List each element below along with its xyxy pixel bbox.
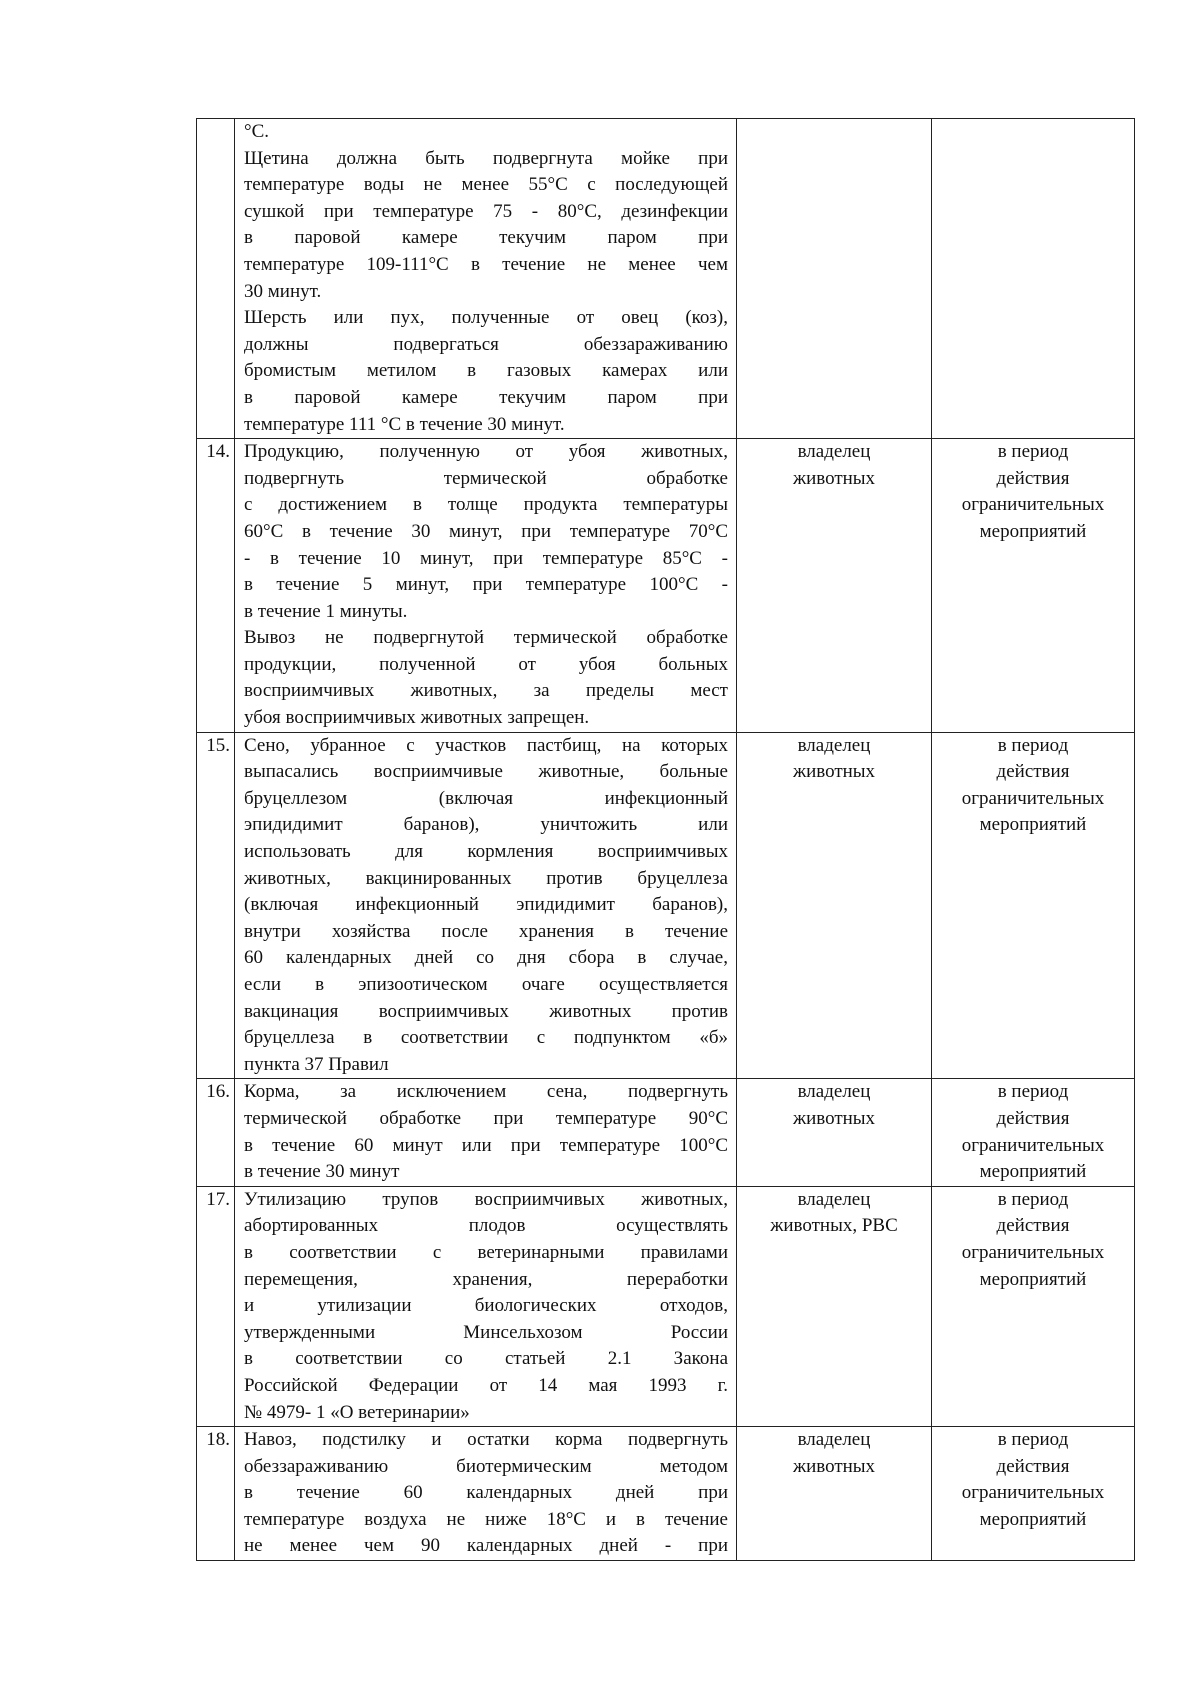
responsible-line: животных: [792, 761, 876, 783]
responsible-line: владелец: [797, 1188, 871, 1210]
term-line: в период: [997, 441, 1069, 463]
text-line: с достижением в толще продукта температуры: [244, 494, 728, 516]
text-line: подвергнуть термической обработке: [244, 467, 728, 489]
text-line: температуре воздуха не ниже 18°C и в течение: [244, 1508, 728, 1530]
measure-paragraph: [244, 146, 728, 306]
text-line: № 4979- 1 «О ветеринарии»: [244, 1401, 470, 1423]
measure-paragraph: [244, 1187, 728, 1426]
text-line: продукции, полученной от убоя больных: [244, 653, 728, 675]
measure-text-cell: [235, 732, 737, 1079]
responsible-cell: [737, 732, 932, 1079]
measure-text-cell: [235, 119, 737, 439]
term-line: мероприятий: [979, 520, 1087, 542]
responsible-cell: [737, 439, 932, 733]
responsible-line: владелец: [797, 734, 871, 756]
measure-paragraph: [244, 1079, 728, 1185]
text-line: убоя восприимчивых животных запрещен.: [244, 707, 590, 729]
term-line: ограничительных: [961, 1241, 1105, 1263]
term-line: в период: [997, 1081, 1069, 1103]
term-line: действия: [996, 761, 1070, 783]
text-line: абортированных плодов осуществлять: [244, 1215, 728, 1237]
term-line: ограничительных: [961, 494, 1105, 516]
text-line: 60 календарных дней со дня сбора в случае,: [244, 947, 728, 969]
text-line: животных, вакцинированных против бруцеллеза: [244, 867, 728, 889]
text-line: утвержденными Минсельхозом России: [244, 1321, 728, 1343]
measure-text-cell: [235, 1186, 737, 1426]
responsible-cell: [737, 1427, 932, 1561]
measure-paragraph: [244, 733, 728, 1079]
term-cell: [932, 1079, 1135, 1186]
text-line: в течение 60 минут или при температуре 100°C: [244, 1134, 728, 1156]
text-line: (включая инфекционный эпидидимит баранов),: [244, 894, 728, 916]
measures-table: [196, 118, 1135, 1561]
text-line: не менее чем 90 календарных дней - при: [244, 1535, 728, 1557]
row-number: 16.: [197, 1079, 235, 1186]
responsible-line: владелец: [797, 1429, 871, 1451]
text-line: °C.: [244, 121, 270, 142]
term-cell: [932, 732, 1135, 1079]
term-cell: [932, 1186, 1135, 1426]
table-row: [197, 1079, 1135, 1186]
text-line: Вывоз не подвергнутой термической обработке: [244, 627, 728, 649]
term-line: ограничительных: [961, 787, 1105, 809]
text-line: Сено, убранное с участков пастбищ, на которых: [244, 734, 728, 756]
table-row: [197, 732, 1135, 1079]
text-line: - в течение 10 минут, при температуре 85°C -: [244, 547, 728, 569]
text-line: перемещения, хранения, переработки: [244, 1268, 728, 1290]
text-line: эпидидимит баранов), уничтожить или: [244, 814, 728, 836]
text-line: 30 минут.: [244, 280, 322, 302]
text-line: Корма, за исключением сена, подвергнуть: [244, 1081, 728, 1103]
measure-text-cell: [235, 1079, 737, 1186]
text-line: Навоз, подстилку и остатки корма подвергнуть: [244, 1429, 728, 1451]
term-line: ограничительных: [961, 1134, 1105, 1156]
text-line: бруцеллеза в соответствии с подпунктом «б»: [244, 1027, 728, 1049]
term-line: ограничительных: [961, 1482, 1105, 1504]
text-line: термической обработке при температуре 90°C: [244, 1107, 728, 1129]
responsible-cell: [737, 119, 932, 439]
term-line: мероприятий: [979, 1508, 1087, 1530]
text-line: сушкой при температуре 75 - 80°C, дезинфекции: [244, 200, 728, 222]
text-line: в течение 5 минут, при температуре 100°C -: [244, 574, 728, 596]
text-line: Щетина должна быть подвергнута мойке при: [244, 147, 728, 169]
measures-table-body: [197, 119, 1135, 1561]
text-line: Утилизацию трупов восприимчивых животных,: [244, 1188, 728, 1210]
measure-text-cell: [235, 1427, 737, 1561]
measure-paragraph: [244, 439, 728, 625]
text-line: Продукцию, полученную от убоя животных,: [244, 441, 728, 463]
responsible-line: животных, РВС: [770, 1215, 898, 1237]
text-line: обеззараживанию биотермическим методом: [244, 1455, 728, 1477]
responsible-line: владелец: [797, 1081, 871, 1103]
row-number: 18.: [197, 1427, 235, 1561]
row-number: 17.: [197, 1186, 235, 1426]
term-line: действия: [996, 1215, 1070, 1237]
text-line: восприимчивых животных, за пределы мест: [244, 680, 728, 702]
row-number: [197, 119, 235, 439]
text-line: в течение 60 календарных дней при: [244, 1482, 728, 1504]
text-line: бромистым метилом в газовых камерах или: [244, 360, 728, 382]
text-line: в паровой камере текучим паром при: [244, 227, 728, 249]
measure-paragraph: [244, 119, 728, 146]
row-number: 14.: [197, 439, 235, 733]
text-line: если в эпизоотическом очаге осуществляется: [244, 974, 728, 995]
text-line: внутри хозяйства после хранения в течение: [244, 920, 728, 942]
responsible-line: животных: [792, 1455, 876, 1477]
table-row: [197, 119, 1135, 439]
responsible-line: животных: [792, 467, 876, 489]
measure-paragraph: [244, 305, 728, 438]
text-line: в течение 30 минут: [244, 1161, 400, 1183]
text-line: и утилизации биологических отходов,: [244, 1295, 728, 1317]
table-row: [197, 1186, 1135, 1426]
text-line: выпасались восприимчивые животные, больные: [244, 761, 728, 783]
text-line: вакцинация восприимчивых животных против: [244, 1000, 728, 1022]
term-cell: [932, 1427, 1135, 1561]
text-line: температуре 109-111°C в течение не менее чем: [244, 253, 728, 275]
measure-paragraph: [244, 625, 728, 731]
responsible-cell: [737, 1079, 932, 1186]
term-line: в период: [997, 1429, 1069, 1451]
responsible-line: владелец: [797, 441, 871, 463]
term-cell: [932, 119, 1135, 439]
text-line: использовать для кормления восприимчивых: [244, 841, 728, 863]
responsible-line: животных: [792, 1107, 876, 1129]
term-line: мероприятий: [979, 1268, 1087, 1290]
term-line: в период: [997, 734, 1069, 756]
term-line: действия: [996, 1455, 1070, 1477]
text-line: температуре воды не менее 55°C с последующей: [244, 174, 728, 196]
text-line: в соответствии с ветеринарными правилами: [244, 1241, 728, 1263]
measure-paragraph: [244, 1427, 728, 1560]
text-line: в течение 1 минуты.: [244, 600, 408, 622]
term-line: действия: [996, 1107, 1070, 1129]
text-line: 60°C в течение 30 минут, при температуре 70°C: [244, 520, 728, 542]
text-line: температуре 111 °C в течение 30 минут.: [244, 413, 565, 435]
text-line: в соответствии со статьей 2.1 Закона: [244, 1348, 728, 1370]
text-line: Шерсть или пух, полученные от овец (коз),: [244, 307, 728, 329]
text-line: в паровой камере текучим паром при: [244, 386, 728, 408]
row-number: 15.: [197, 732, 235, 1079]
measure-text-cell: [235, 439, 737, 733]
responsible-cell: [737, 1186, 932, 1426]
term-line: мероприятий: [979, 1161, 1087, 1183]
text-line: бруцеллезом (включая инфекционный: [244, 787, 728, 809]
table-row: [197, 439, 1135, 733]
text-line: должны подвергаться обеззараживанию: [244, 333, 728, 355]
table-row: [197, 1427, 1135, 1561]
term-cell: [932, 439, 1135, 733]
term-line: действия: [996, 467, 1070, 489]
text-line: пункта 37 Правил: [244, 1053, 389, 1075]
term-line: мероприятий: [979, 814, 1087, 836]
term-line: в период: [997, 1188, 1069, 1210]
text-line: Российской Федерации от 14 мая 1993 г.: [244, 1374, 728, 1396]
